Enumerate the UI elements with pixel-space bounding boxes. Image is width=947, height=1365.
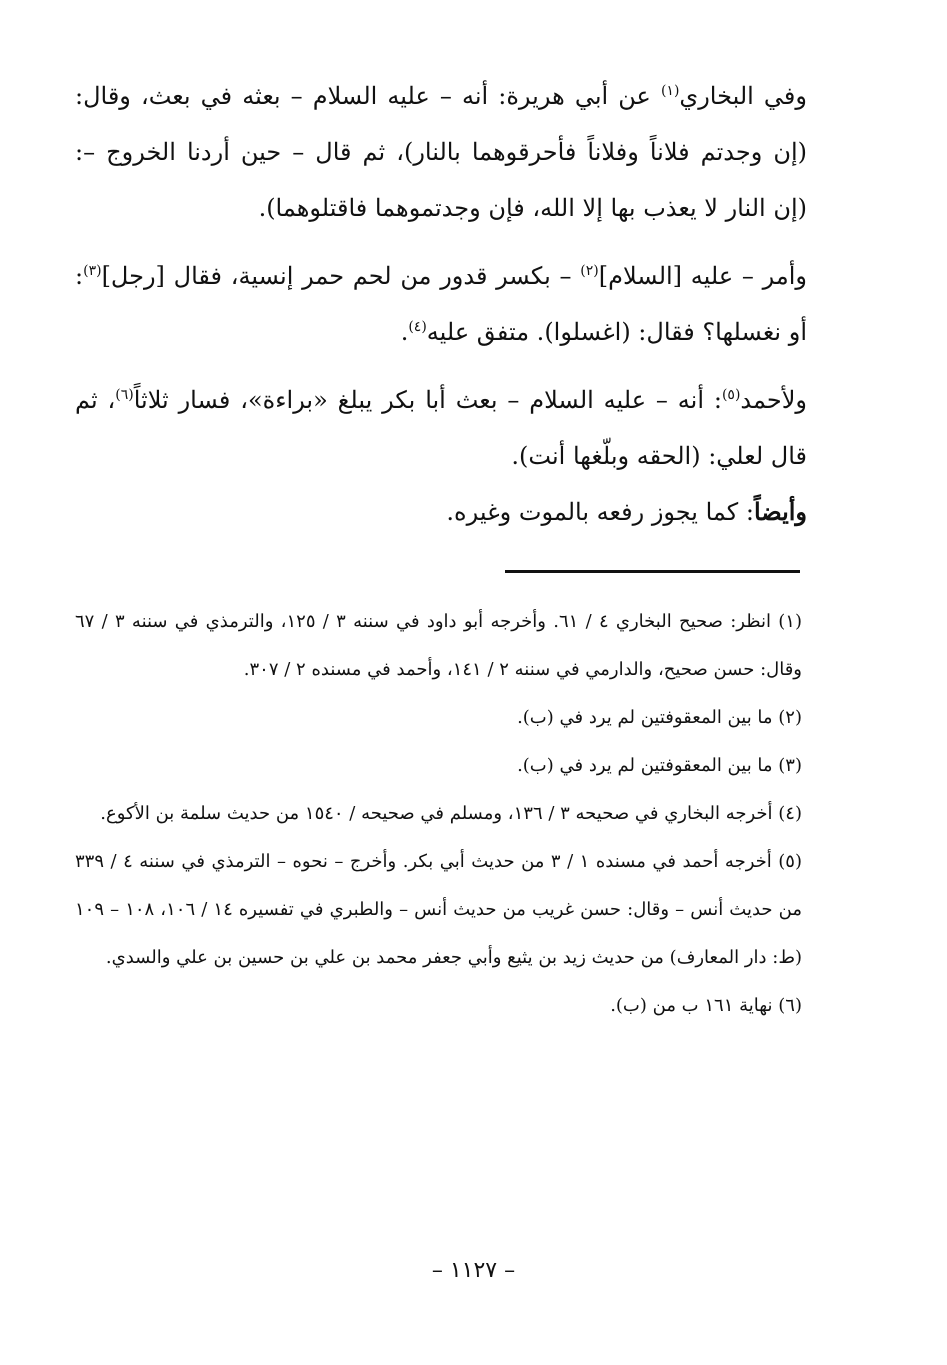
text-run: ، ثم قال لعلي: (الحقه وبلّغها أنت).	[75, 386, 807, 470]
text-run: عن أبي هريرة: أنه – عليه السلام – بعثه في بعث، وقال: (إن وجدتم فلاناً وفلاناً فأحرقوهما بالنار)، ثم قال – حين أردنا الخروج –: (إن النار لا يعذب بها إلا الله، فإن وجدتموهما فاقتلوهما).	[75, 82, 807, 222]
text-run: : أنه – عليه السلام – بعث أبا بكر يبلغ «براءة»، فسار ثلاثاً	[133, 386, 722, 414]
paragraph-3	[75, 372, 807, 484]
footnote-separator	[505, 570, 800, 573]
footnote-ref-6[interactable]: (٦)	[115, 387, 134, 403]
footnote-3: (٣) ما بين المعقوفتين لم يرد في (ب).	[517, 755, 802, 776]
footnote-6: (٦) نهاية ١٦١ ب من (ب).	[610, 995, 802, 1016]
text-run: – بكسر قدور من لحم حمر إنسية، فقال [رجل]	[101, 262, 581, 290]
footnote-4: (٤) أخرجه البخاري في صحيحه ٣ / ١٣٦، ومسلم في صحيحه / ١٥٤٠ من حديث سلمة بن الأكوع.	[100, 803, 802, 824]
text-run: .	[400, 318, 409, 346]
text-run: : أو نغسلها؟ فقال: (اغسلوا). متفق عليه	[75, 262, 807, 346]
text-run: وأمر – عليه [السلام]	[598, 262, 807, 290]
main-text	[75, 68, 807, 540]
footnotes	[75, 598, 802, 1030]
text-run: وفي البخاري	[679, 82, 807, 110]
footnote-ref-1[interactable]: (١)	[660, 83, 680, 99]
paragraph-2	[75, 248, 807, 360]
footnote-1: (١) انظر: صحيح البخاري ٤ / ٦١. وأخرجه أبو داود في سننه ٣ / ١٢٥، والترمذي في سننه ٣ / ٦٧ وقال: حسن صحيح، والدارمي في سننه ٢ / ١٤١، وأحمد في مسنده ٢ / ٣٠٧.	[75, 611, 802, 680]
paragraph-4	[75, 484, 807, 540]
bold-lead: وأيضاً	[753, 497, 807, 526]
page-number: – ١١٢٧ –	[431, 1258, 516, 1283]
footnote-ref-4[interactable]: (٤)	[408, 319, 427, 335]
footnote-ref-5[interactable]: (٥)	[721, 387, 741, 403]
footnote-2: (٢) ما بين المعقوفتين لم يرد في (ب).	[517, 707, 802, 728]
footnote-ref-3[interactable]: (٣)	[83, 263, 102, 279]
text-run: : كما يجوز رفعه بالموت وغيره.	[446, 498, 754, 526]
text-run: ولأحمد	[740, 386, 807, 414]
footnote-ref-2[interactable]: (٢)	[580, 263, 599, 279]
paragraph-1	[75, 68, 807, 236]
footnote-5: (٥) أخرجه أحمد في مسنده ١ / ٣ من حديث أبي بكر. وأخرج – نحوه – الترمذي في سننه ٤ / ٣٣٩ من حديث أنس – وقال: حسن غريب من حديث أنس – والطبري في تفسيره ١٤ / ١٠٦، ١٠٨ – ١٠٩ (ط: دار المعارف) من حديث زيد بن يثيع وأبي جعفر محمد بن علي بن حسين بن علي والسدي.	[75, 851, 802, 968]
